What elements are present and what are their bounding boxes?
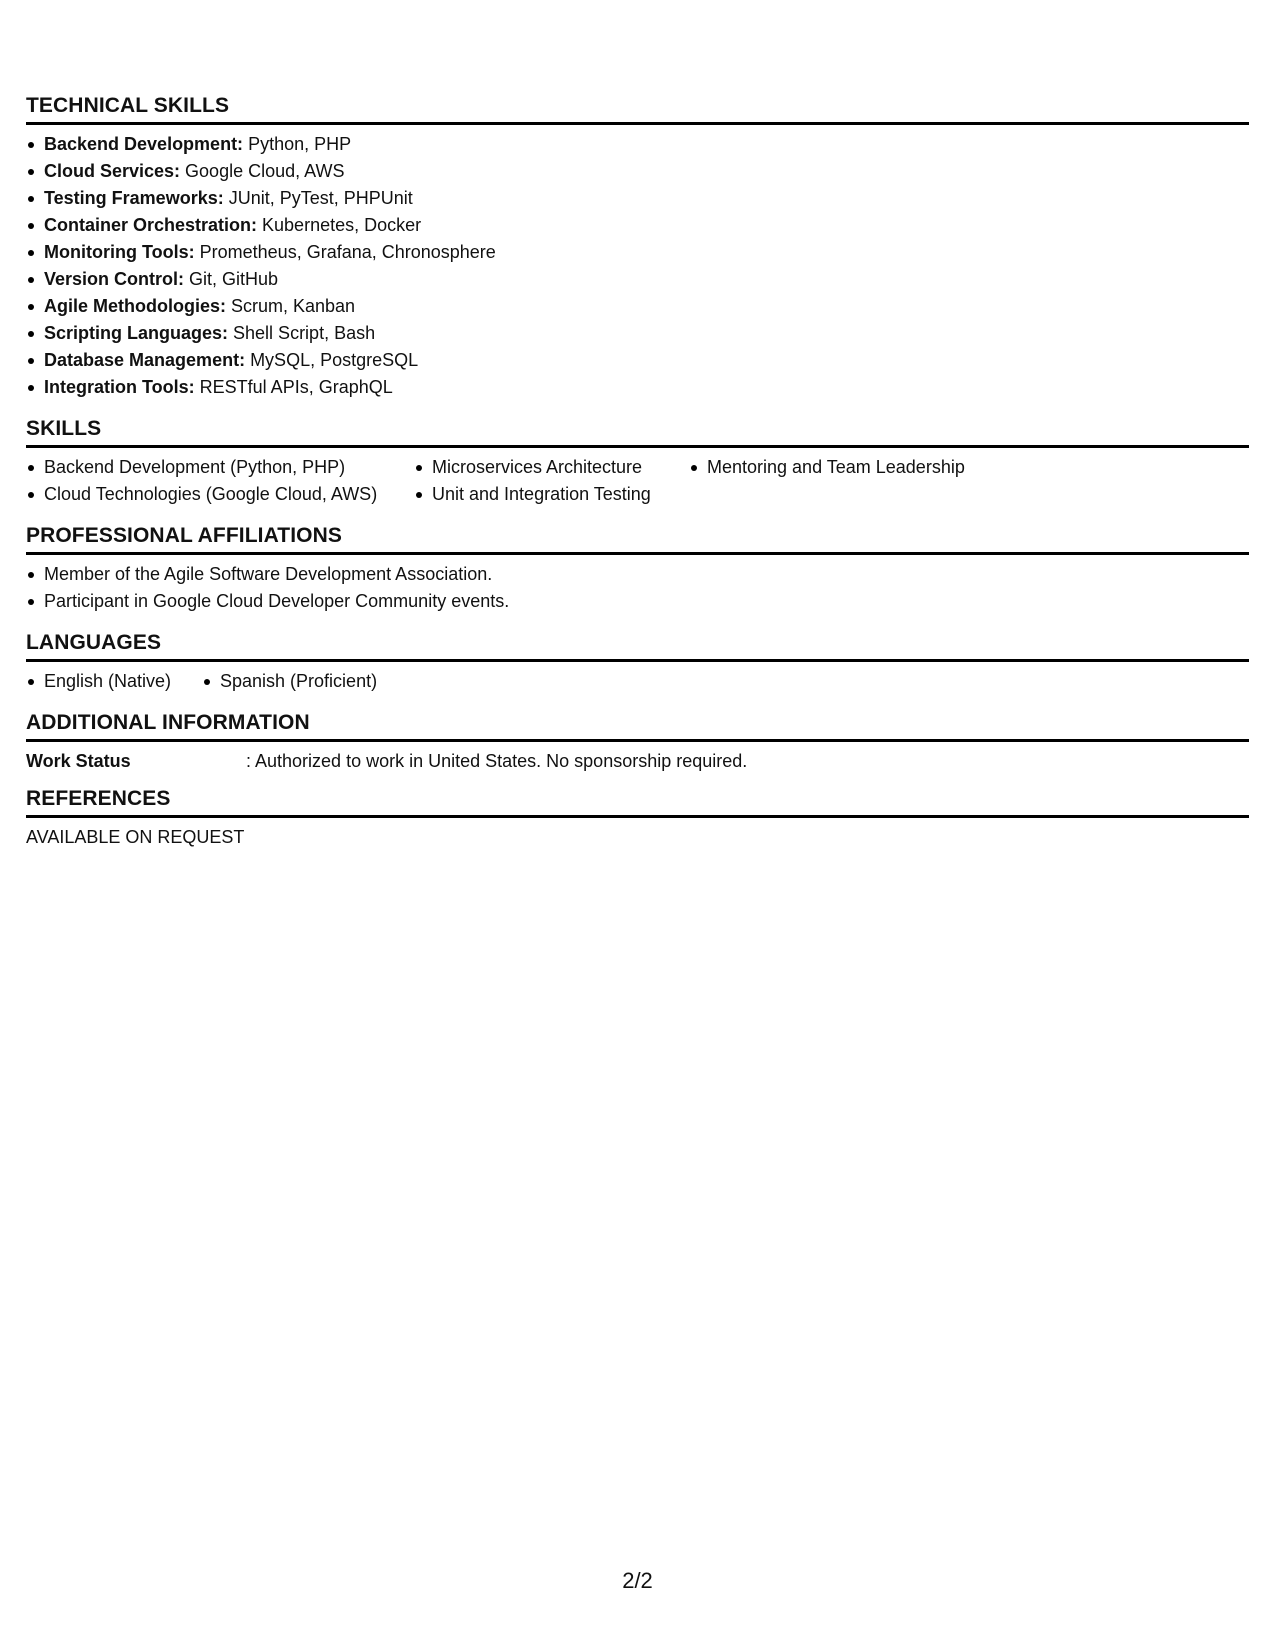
list-item: Microservices Architecture bbox=[414, 454, 689, 481]
section-divider bbox=[26, 552, 1249, 555]
list-item bbox=[26, 131, 1249, 158]
skill-label: Container Orchestration: bbox=[44, 215, 258, 235]
technical-skills-section bbox=[26, 94, 1249, 401]
spacer bbox=[26, 615, 1249, 631]
technical-skills-list bbox=[26, 131, 1249, 401]
technical-skills-heading: TECHNICAL SKILLS bbox=[26, 94, 230, 117]
references-heading: REFERENCES bbox=[26, 787, 171, 810]
skill-label: Integration Tools: bbox=[44, 377, 195, 397]
skills-columns bbox=[26, 454, 1249, 508]
list-item bbox=[26, 374, 1249, 401]
skill-value: Scrum, Kanban bbox=[226, 296, 356, 316]
work-status-label: Work Status bbox=[26, 751, 131, 771]
list-item bbox=[26, 239, 1249, 266]
skill-value: RESTful APIs, GraphQL bbox=[194, 377, 393, 397]
additional-info-heading: ADDITIONAL INFORMATION bbox=[26, 711, 310, 734]
skills-column-2 bbox=[414, 454, 689, 508]
skill-value: Git, GitHub bbox=[184, 269, 279, 289]
skill-value: JUnit, PyTest, PHPUnit bbox=[223, 188, 413, 208]
list-item bbox=[26, 293, 1249, 320]
section-divider bbox=[26, 122, 1249, 125]
skills-column-1 bbox=[26, 454, 414, 508]
list-item: Cloud Technologies (Google Cloud, AWS) bbox=[26, 481, 414, 508]
skill-label: Scripting Languages: bbox=[44, 323, 229, 343]
skills-heading: SKILLS bbox=[26, 417, 102, 440]
list-item bbox=[26, 347, 1249, 374]
languages-row bbox=[26, 668, 1249, 695]
skill-value: Prometheus, Grafana, Chronosphere bbox=[194, 242, 496, 262]
list-item: Participant in Google Cloud Developer Community events. bbox=[26, 588, 1249, 615]
skill-value: Python, PHP bbox=[243, 134, 352, 154]
section-divider bbox=[26, 815, 1249, 818]
work-status-value: : Authorized to work in United States. No sponsorship required. bbox=[246, 751, 748, 771]
list-item: Backend Development (Python, PHP) bbox=[26, 454, 414, 481]
skill-label: Backend Development: bbox=[44, 134, 244, 154]
references-section bbox=[26, 787, 1249, 851]
languages-section bbox=[26, 631, 1249, 695]
skills-section bbox=[26, 417, 1249, 508]
list-item: Spanish (Proficient) bbox=[202, 668, 377, 695]
skill-value: Google Cloud, AWS bbox=[180, 161, 345, 181]
skill-label: Version Control: bbox=[44, 269, 185, 289]
skills-column-3 bbox=[689, 454, 1089, 508]
list-item: English (Native) bbox=[26, 668, 202, 695]
languages-heading: LANGUAGES bbox=[26, 631, 162, 654]
skill-value: MySQL, PostgreSQL bbox=[245, 350, 419, 370]
section-divider bbox=[26, 445, 1249, 448]
work-status-row bbox=[26, 748, 1249, 775]
page-number: 2/2 bbox=[622, 1568, 653, 1593]
spacer bbox=[26, 401, 1249, 417]
list-item bbox=[26, 320, 1249, 347]
list-item: Unit and Integration Testing bbox=[414, 481, 689, 508]
list-item: Member of the Agile Software Development Association. bbox=[26, 561, 1249, 588]
spacer bbox=[26, 775, 1249, 787]
section-divider bbox=[26, 659, 1249, 662]
skill-label: Testing Frameworks: bbox=[44, 188, 224, 208]
affiliations-section bbox=[26, 524, 1249, 615]
list-item: Mentoring and Team Leadership bbox=[689, 454, 1089, 481]
skill-label: Database Management: bbox=[44, 350, 246, 370]
additional-info-section bbox=[26, 711, 1249, 775]
affiliations-list bbox=[26, 561, 1249, 615]
list-item bbox=[26, 212, 1249, 239]
skill-label: Agile Methodologies: bbox=[44, 296, 226, 316]
list-item bbox=[26, 266, 1249, 293]
skill-label: Cloud Services: bbox=[44, 161, 181, 181]
section-divider bbox=[26, 739, 1249, 742]
affiliations-heading: PROFESSIONAL AFFILIATIONS bbox=[26, 524, 342, 547]
spacer bbox=[26, 508, 1249, 524]
skill-label: Monitoring Tools: bbox=[44, 242, 195, 262]
languages-list bbox=[26, 668, 377, 695]
spacer bbox=[26, 695, 1249, 711]
skill-value: Kubernetes, Docker bbox=[257, 215, 422, 235]
skill-value: Shell Script, Bash bbox=[228, 323, 376, 343]
references-text: AVAILABLE ON REQUEST bbox=[26, 827, 245, 847]
resume-page bbox=[26, 94, 1249, 851]
list-item bbox=[26, 158, 1249, 185]
list-item bbox=[26, 185, 1249, 212]
